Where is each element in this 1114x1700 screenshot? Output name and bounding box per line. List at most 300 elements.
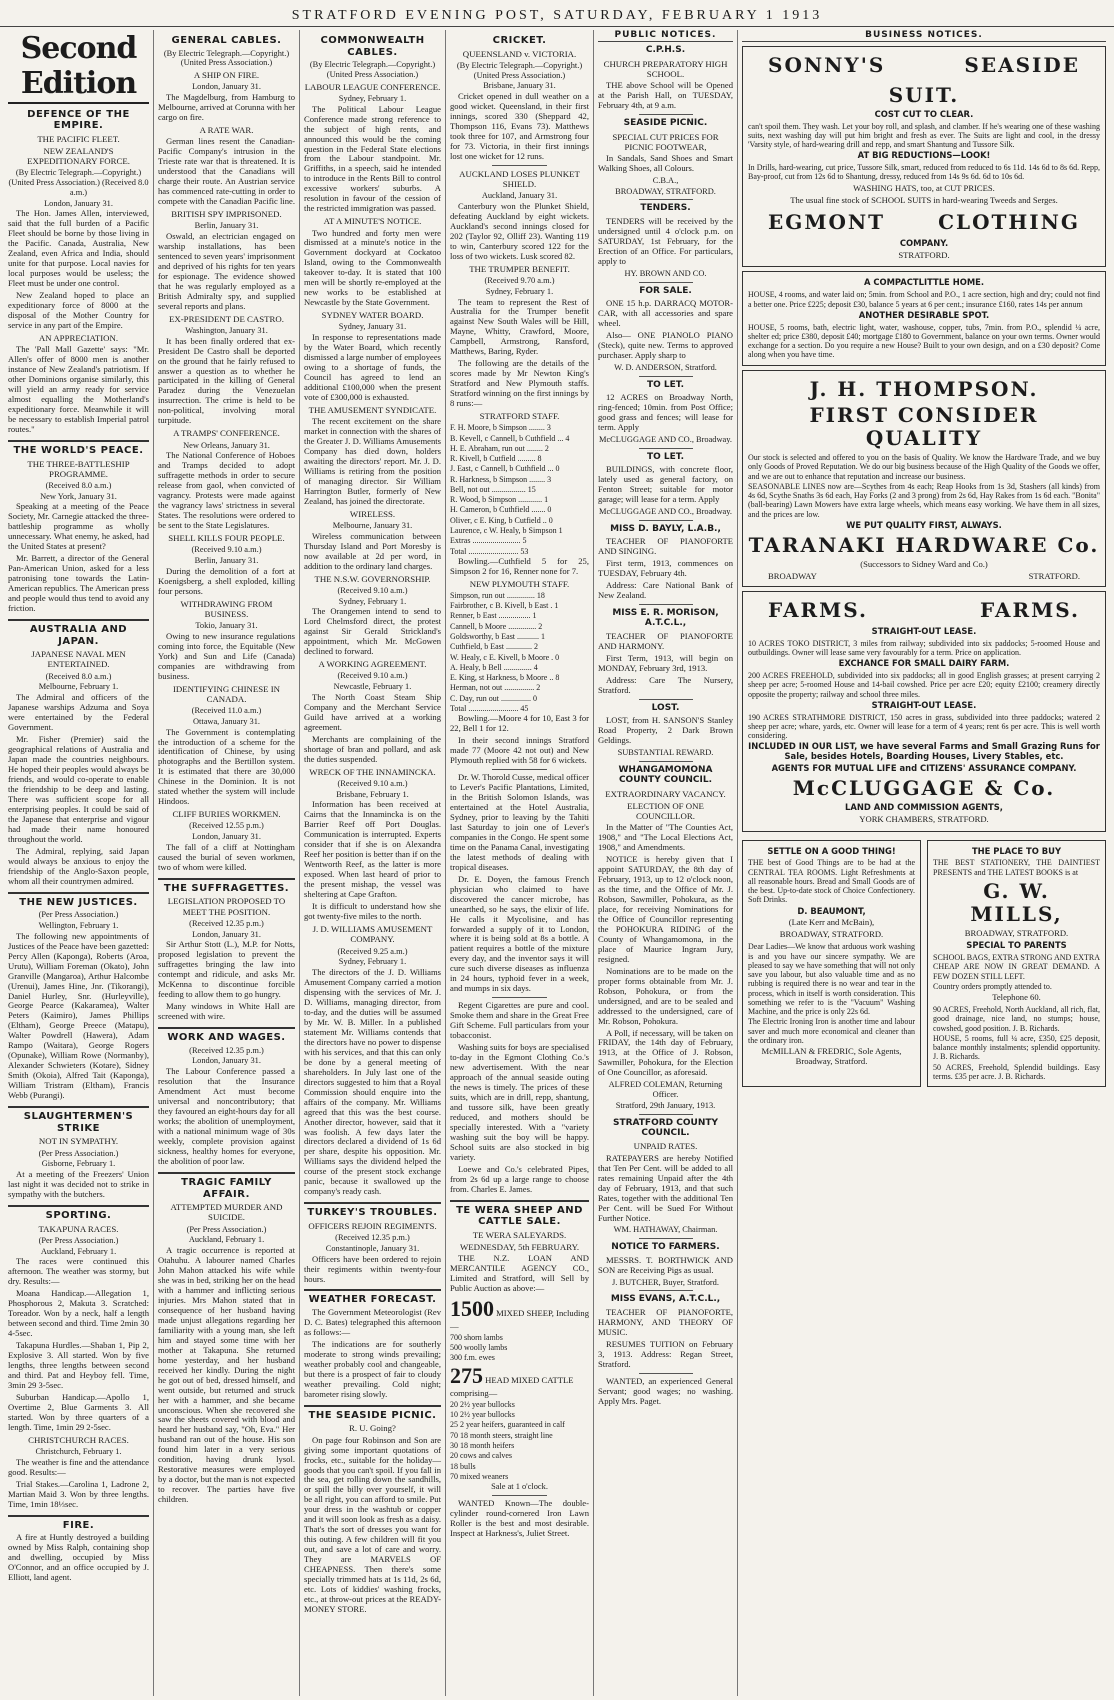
- paragraph: TENDERS will be received by the undersigned until 4 o'clock p.m. on SATURDAY, 1st February, for the Erection of an Office. For particulars, apply to: [598, 215, 733, 266]
- paragraph: 12 ACRES on Broadway North, ring-fenced; 10min. from Post Office; good grass and fences; will lease for term. Apply: [598, 391, 733, 432]
- paragraph: The recent excitement on the share market in connection with the shares of the Greater J. D. Williams Amusements Company has died down, holders awaiting the directors' report. Mr. J. D. Williams is retiring from the position of managing director. Sir William Harrington Butler, formerly of New Zealand, has joined the directorate.: [304, 416, 441, 506]
- ad-title-word: SUIT.: [888, 82, 960, 107]
- subhead: ELECTION OF ONE COUNCILLOR.: [627, 800, 704, 821]
- divider: [639, 1373, 693, 1374]
- subhead: A TRAMPS' CONFERENCE.: [173, 428, 280, 439]
- paragraph: First Term, 1913, will begin on MONDAY, February 3rd, 1913.: [598, 652, 733, 673]
- ad-title-word: FARMS.: [768, 597, 868, 622]
- ad-title: FIRST CONSIDER QUALITY: [809, 402, 1039, 450]
- received-line: (Received 8.0 a.m.): [45, 671, 112, 681]
- paragraph: The team to represent the Rest of Australia for the Trumper benefit against New South Wales will be Hill, Mayne, Whitty, Crawford, Moore, Campbell, Armstrong, Ransford, Matthews, Baring, Ryder.: [450, 296, 589, 357]
- received-line: (Received 9.10 a.m.): [337, 778, 408, 788]
- ad-text: 190 ACRES STRATHMORE DISTRICT, 150 acres in grass, subdivided into three paddocks; watered 2 sheep per acre; whare, yards, etc. Owner will lease for a term of 4 years; rent 6s per acre. This is well worth considering.: [748, 712, 1100, 741]
- stock-line: 10 2½ year bullocks: [450, 1410, 515, 1420]
- paragraph: The Orangemen intend to send to Lord Chelmsford direct, the protest against Sir Gerald Strickland's appointment, which Mr. McGowen declined to forward.: [304, 606, 441, 657]
- newspaper-columns: [4, 30, 1110, 1696]
- divider: [639, 376, 693, 377]
- ad-title-word: FARMS.: [980, 597, 1080, 622]
- subhead: STRATFORD STAFF.: [479, 411, 560, 422]
- subhead: THE AMUSEMENT SYNDICATE.: [308, 404, 437, 415]
- ad-subtitle: COST CUT TO CLEAR.: [874, 108, 974, 119]
- paragraph: Owing to new insurance regulations coming into force, the Equitable (New York) and Sun and Life (Canada) companies are withdrawing from business.: [158, 630, 295, 681]
- advertiser-name: G. W. MILLS,: [970, 878, 1063, 927]
- paragraph: Takapuna Hurdles.—Shaban 1, Pip 2, Explosive 3. All started. Won by five lengths, three lengths between second and third. Pat and Heyboy fell. Time, 3min 29 3-5sec.: [8, 1340, 149, 1390]
- notice-title: WHANGAMOMONA COUNTY COUNCIL.: [618, 764, 713, 786]
- paragraph: First term, 1913, commences on TUESDAY, February 4th.: [598, 558, 733, 578]
- ad-text: SCHOOL BAGS, EXTRA STRONG AND EXTRA CHEAP ARE NOW IN GREAT DEMAND. A FEW DOZEN STILL LEFT.: [933, 952, 1100, 981]
- received-line: (Received 9.25 a.m.): [337, 946, 408, 956]
- subhead: NEW ZEALAND'S EXPEDITIONARY FORCE.: [27, 145, 130, 167]
- ad-text: 90 ACRES, Freehold, North Auckland, all rich, flat, good drainage, nice land, no stumps; house, cowshed, good position. J. B. Richards.: [933, 1005, 1100, 1033]
- dateline: Tokio, January 31.: [195, 621, 258, 631]
- notice-title: LOST.: [651, 702, 680, 713]
- company-label: COMPANY.: [899, 237, 949, 248]
- ad-text: INCLUDED IN OUR LIST, we have several Farms and Small Grazing Runs for Sale, besides Hotels, Boarding Houses, Livery Stables, etc.: [748, 741, 1100, 762]
- score-line: Oliver, c E. King, b Cutfield .. 0: [450, 515, 553, 525]
- paragraph: At a meeting of the Freezers' Union last night it was decided not to strike in sympathy with the butchers.: [8, 1169, 149, 1199]
- paragraph: TEACHER OF PIANOFORTE AND HARMONY.: [598, 630, 733, 651]
- score-line: Total ......................... 53: [450, 546, 529, 556]
- notice-title: NOTICE TO FARMERS.: [611, 1242, 720, 1253]
- address: BROADWAY, STRATFORD.: [779, 929, 884, 940]
- paragraph: The Magdelburg, from Hamburg to Melbourne, arrived at Corunna with her cargo on fire.: [158, 92, 295, 122]
- dateline: London, January 31.: [192, 832, 261, 842]
- subhead: TAKAPUNA RACES.: [38, 1223, 119, 1234]
- advertiser: HY. BROWN AND CO.: [624, 268, 707, 278]
- paragraph: Loewe and Co.'s celebrated Pipes, from 2s 6d up a large range to choose from. Charles E. James.: [450, 1163, 589, 1194]
- stock-line: 18 bulls: [450, 1461, 476, 1471]
- subhead: IDENTIFYING CHINESE IN CANADA.: [172, 683, 280, 704]
- dateline: Auckland, January 31.: [481, 191, 558, 201]
- advertiser: C.B.A.,: [652, 175, 679, 185]
- paragraph: The indications are for southerly moderate to strong winds prevailing; weather probably cool and changeable, but there is a prospect of fair to cloudy weather prevailing. Cold night; barometer rising slowly.: [304, 1338, 441, 1399]
- public-notices-header: PUBLIC NOTICES.: [598, 30, 733, 42]
- paragraph: The fall of a cliff at Nottingham caused the burial of seven workmen, two of whom were killed.: [158, 841, 295, 872]
- signatory: McMILLAN & FREDRIC, Sole Agents, Broadway, Stratford.: [761, 1046, 902, 1067]
- paragraph: Regent Cigarettes are pure and cool. Smoke them and share in the Great Free Gift Scheme. Full particulars from your tobacconist.: [450, 1000, 589, 1041]
- ad-subtitle: A COMPACTLITTLE HOME.: [863, 277, 985, 288]
- paragraph: The directors of the J. D. Williams Amusement Company carried a motion dispensing with the services of Mr. J. D. Williams, managing director, from to-day, and the duties will be assumed by Mr. W. B. Miller. In a published statement Mr. Williams contends that the directors have no power to dispense with his services, and that this can only be done by a general meeting of shareholders. In July last one of the directors suggested to him that a Royal Commission should enquire into the affairs of the company. Mr. Williams agreed that this was the best course. Another director, however, said that it was foolish. A few days later the directors declared a dividend of 1s 6d per share, despite his opposition. Mr. Williams says the dividend helped the course of the present stock exchange panic, because it swallowed up the company's ready cash.: [304, 967, 441, 1197]
- dateline: Auckland, February 1.: [40, 1246, 117, 1256]
- dateline: Auckland, February 1.: [188, 1235, 265, 1245]
- divider: [492, 165, 548, 166]
- ad-title-word: SONNY'S: [768, 53, 886, 78]
- ad-subtitle: ANOTHER DESIRABLE SPOT.: [858, 309, 990, 320]
- paragraph: The North Coast Steam Ship Company and the Merchant Service Guild have arrived at a working agreement.: [304, 691, 441, 732]
- paragraph: In Sandals, Sand Shoes and Smart Walking Shoes, all Colours.: [598, 153, 733, 173]
- stock-line: 20 2½ year bullocks: [450, 1399, 515, 1409]
- subhead: WEDNESDAY, 5th FEBRUARY.: [459, 1242, 580, 1253]
- score-line: Cuthfield, b East ............. 2: [450, 642, 538, 652]
- divider: [639, 604, 693, 605]
- dateline: London, January 31.: [44, 198, 113, 208]
- paragraph: Information has been received at Cairns that the Innamincka is on the Barrier Reef off Port Douglas. Communication is interrupted. Experts consider that if she is on Alexandra Reef her position is better than if on the Wentworth Reef, as the latter is more exposed. When last heard of prior to the present mishap, the vessel was sheltering at Cape Grafton.: [304, 799, 441, 900]
- brand-word: CLOTHING: [938, 209, 1080, 234]
- sheep-count: 1500: [450, 1296, 494, 1322]
- divider: [639, 761, 693, 762]
- ad-central-tea-rooms: [742, 840, 921, 1088]
- received-line: (Received 9.10 a.m.): [337, 585, 408, 595]
- ad-subtitle: LAND AND COMMISSION AGENTS,: [845, 801, 1003, 812]
- column-2: [154, 30, 300, 1696]
- paragraph: The Government Meteorologist (Rev D. C. Bates) telegraphed this afternoon as follows:—: [304, 1307, 441, 1338]
- bottom-ads-row: [742, 836, 1106, 1092]
- dateline: Constantinople, January 31.: [325, 1243, 420, 1253]
- paragraph: Dr. W. Thorold Cusse, medical officer to Lever's Pacific Plantations, Limited, in the British Solomon Islands, was entertained at the Hotel Australia, Sydney, prior to leaving by the Tahiti last Saturday to join one of Lever's companies in the Congo. He spent some time on the Panama Canal, investigating the latest methods of dealing with tropical diseases.: [450, 771, 589, 872]
- divider: [639, 1238, 693, 1239]
- stock-line: 20 cows and calves: [450, 1451, 512, 1461]
- stock-line: 30 18 month heifers: [450, 1441, 515, 1450]
- divider: [492, 1495, 548, 1496]
- ad-gw-mills: [927, 840, 1106, 1088]
- dateline: Ottawa, January 31.: [193, 716, 260, 726]
- paragraph: In their second innings Stratford made 77 (Moore 42 not out) and New Plymouth replied with 58 for 6 wickets.: [450, 735, 589, 766]
- paragraph: RATEPAYERS are hereby Notified that Ten Per Cent. will be added to all rates remaining Unpaid after the 4th day of February, 1913, and that such Rates, together with the additional Ten Per Cent. will be Sued For Without Further Notice.: [598, 1152, 733, 1223]
- paragraph: Address: Care The Nursery, Stratford.: [598, 674, 733, 695]
- subhead: A RATE WAR.: [199, 124, 254, 135]
- ad-text: 10 ACRES TOKO DISTRICT, 3 miles from railway; subdivided into six paddocks; 5-roomed House and outbuildings. Owner will lease same very favourably for a term. Price on application.: [748, 638, 1100, 658]
- paragraph: In the Matter of "The Counties Act, 1908," and "The Local Elections Act, 1908," and Amendments.: [598, 822, 733, 853]
- notice-title: STRATFORD COUNTY COUNCIL.: [612, 1117, 719, 1139]
- ad-subtitle: SPECIAL TO PARENTS: [966, 940, 1067, 951]
- divider: [639, 699, 693, 700]
- paragraph: A Poll, if necessary, will be taken on FRIDAY, the 14th day of February, 1913, at the Office of J. Robson, Sawmiller, Pohokura, for the Election of One Councillor, as aforesaid.: [598, 1027, 733, 1078]
- score-line: Fairbrother, c B. Kivell, b East . 1: [450, 601, 559, 611]
- agency-line: (By Electric Telegraph.—Copyright.) (United Press Association.) (Received 8.0 a.m.): [8, 168, 149, 197]
- score-line: W. Healy, c E. Kivell, b Moore . 0: [450, 652, 560, 662]
- score-line: F. H. Moore, b Simpson ........ 3: [450, 423, 551, 433]
- stock-line: 25 2 year heifers, guaranteed in calf: [450, 1420, 565, 1430]
- paragraph: Address: Care National Bank of New Zealand.: [598, 579, 733, 600]
- ad-text: The usual fine stock of SCHOOL SUITS in hard-wearing Tweeds and Serges.: [790, 194, 1058, 205]
- headline-general-cables: GENERAL CABLES.: [171, 35, 282, 46]
- headline-suffragettes: THE SUFFRAGETTES.: [158, 878, 295, 895]
- paragraph: Bowling.—Cuthfield 5 for 25, Simpson 2 for 16, Renner none for 7.: [450, 555, 589, 576]
- ad-text: In Drills, hard-wearing, cut price, Tussore Silk, smart, reduced from reduced to 6s 11d. 14s 6d to 8s 6d. Repp, Bay-proof, cut from 12s 6d to Shantung, dressy, reduced from 14s 9s 6d. 6d to 10s 6d.: [748, 163, 1100, 182]
- paragraph: ONE 15 h.p. DARRACQ MOTOR-CAR, with all accessories and spare wheel.: [598, 297, 733, 328]
- headline-defence: DEFENCE OF THE EMPIRE.: [27, 108, 130, 132]
- score-line: R. Wood, b Simpson ............ 1: [450, 495, 549, 505]
- column-6: [738, 30, 1110, 1696]
- headline-te-wera: TE WERA SHEEP AND CATTLE SALE.: [450, 1200, 589, 1228]
- headline-sporting: SPORTING.: [8, 1205, 149, 1222]
- paragraph: The National Conference of Hoboes and Tramps decided to adopt suffragette methods in order to secure release from gaol, when convicted of vagrancy. Protests were made against the vagrancy laws' strictness in several States. The resolutions were ordered to be sent to the State Legislatures.: [158, 450, 295, 531]
- paragraph: New Zealand hoped to place an expeditionary force of 8000 at the disposal of the Mother Country for service in any part of the Empire.: [8, 290, 149, 331]
- scorecard-stratford: [450, 423, 589, 555]
- divider: [639, 520, 693, 521]
- paragraph: Officers have been ordered to rejoin their regiments within twenty-four hours.: [304, 1253, 441, 1284]
- brand-name: McCLUGGAGE & Co.: [792, 775, 1056, 800]
- paragraph: Washing suits for boys are specialised to-day in the Egmont Clothing Co.'s new advertisement. With the near approach of the annual seaside outing the news is timely. The prices of these suits, which are in drill, repp, shantung, and tussore silk, have been greatly reduced, and mothers should be specially interested. With a "variety washing suit the boy will be happy. School suits are also stocked in big variety.: [450, 1042, 589, 1162]
- paragraph: The Admiral and officers of the Japanese warships Adzuma and Soya were entertained by the Federal Government.: [8, 692, 149, 733]
- headline-cricket: CRICKET.: [492, 35, 547, 46]
- subhead: THE PACIFIC FLEET.: [37, 133, 120, 144]
- signatory: ALFRED COLEMAN, Returning Officer.: [608, 1080, 723, 1100]
- sheep-lot: [450, 1296, 589, 1331]
- score-line: Total ......................... 45: [450, 703, 529, 713]
- received-line: (Received 12.35 p.m.): [189, 918, 264, 928]
- paragraph: RESUMES TUITION on February 3, 1913. Address: Regan Street, Stratford.: [598, 1338, 733, 1369]
- advertiser-name: D. BEAUMONT,: [797, 905, 866, 916]
- advertiser: McCLUGGAGE AND CO., Broadway.: [599, 434, 732, 444]
- paragraph: On page four Robinson and Son are giving some important quotations of frocks, etc., suitable for the holiday—goods that you can't spoil. If you fall in the sea, get rolling down the sandhills, or spill the billy over yourself, it will be all right, you can afford to smile. Put your dress in the washtub or copper and it will soon look as fresh as a daisy. That's the sort of dresses you want for this outing. A few children will fit you out, and save a lot of care and worry. They are MARVELS OF CHEAPNESS. Then there's some specially trimmed hats at 1s 11d, 2s 6d, etc. Lots of kiddies' washing frocks, etc., at throw-out prices at the READY-MONEY STORE.: [304, 1434, 441, 1615]
- paragraph: Merchants are complaining of the shortage of bran and pollard, and ask the duties suspended.: [304, 733, 441, 764]
- stock-line: 300 f.m. ewes: [450, 1353, 495, 1363]
- ad-taranaki-hardware: [742, 370, 1106, 587]
- cattle-label: HEAD MIXED CATTLE comprising—: [450, 1375, 574, 1398]
- paragraph: MESSRS. T. BORTHWICK AND SON are Receiving Pigs as usual.: [598, 1254, 733, 1275]
- paragraph: The Admiral, replying, said Japan would always be anxious to enjoy the friendship of the Anglo-Saxon people, whom all their countrymen admired.: [8, 845, 149, 886]
- received-line: (Received 9.70 a.m.): [484, 276, 555, 285]
- subhead: J. D. WILLIAMS AMUSEMENT COMPANY.: [312, 924, 433, 945]
- brand-name: TARANAKI HARDWARE Co.: [748, 532, 1100, 557]
- dateline: Brisbane, February 1.: [336, 789, 409, 799]
- subhead: AUCKLAND LOSES PLUNKET SHIELD.: [459, 168, 580, 190]
- advertiser-name: J. H. THOMPSON.: [809, 376, 1039, 401]
- ad-subtitle: SETTLE ON A GOOD THING!: [767, 845, 896, 856]
- address: BROADWAY, STRATFORD.: [964, 928, 1069, 939]
- subhead: LABOUR LEAGUE CONFERENCE.: [304, 81, 441, 92]
- dateline: London, January 31.: [192, 82, 261, 92]
- dateline: Sydney, February 1.: [485, 286, 554, 296]
- ad-text: Country orders promptly attended to.: [933, 981, 1052, 991]
- score-line: Cannell, b Moore .............. 2: [450, 621, 543, 631]
- paragraph: In response to representations made by the Water Board, which recently dismissed a large number of employees owing to a shortage of funds, the Council has agreed to lend an additional £100,000 when the present vote of £300,000 is exhausted.: [304, 332, 441, 403]
- ad-mccluggage-farms: [742, 591, 1106, 832]
- agency-line: (Per Press Association.): [186, 1224, 267, 1234]
- business-notices-header: BUSINESS NOTICES.: [742, 30, 1106, 42]
- sale-time: Sale at 1 o'clock.: [491, 1482, 548, 1492]
- column-1: [4, 30, 154, 1696]
- column-3: [300, 30, 446, 1696]
- paragraph: LOST, from H. SANSON'S Stanley Road Property, 2 Dark Brown Geldings.: [598, 715, 733, 745]
- paragraph: The following are the details of the scores made by Mr Newton King's Stratford and New Plymouth staffs. Stratford winning on the first innings by 8 runs:—: [450, 358, 589, 409]
- paragraph: TEACHER OF PIANOFORTE, HARMONY, AND THEORY OF MUSIC.: [598, 1306, 733, 1337]
- headline-weather: WEATHER FORECAST.: [304, 1289, 441, 1306]
- notice-title: FOR SALE.: [639, 285, 692, 296]
- ad-egmont-clothing: [742, 46, 1106, 267]
- stock-line: 700 shorn lambs: [450, 1332, 503, 1342]
- subhead: CLIFF BURIES WORKMEN.: [172, 809, 281, 820]
- score-line: Renner, b East ................ 1: [450, 611, 537, 621]
- ad-subtitle: STRAIGHT-OUT LEASE.: [871, 626, 977, 637]
- cattle-lot: [450, 1363, 589, 1398]
- score-line: Extras ........................ 5: [450, 536, 527, 546]
- notice-title: TO LET.: [647, 451, 684, 462]
- paragraph: Oswald, an electrician engaged on warship installations, has been sentenced to seven years' imprisonment and deprived of his rights for ten years for espionage. The evidence showed that he was regularly employed as a British Admiralty spy, and supplied several reports and plans.: [158, 230, 295, 311]
- dateline: Sydney, January 31.: [338, 322, 407, 332]
- score-line: Bell, not out ................. 15: [450, 484, 536, 494]
- edition-banner: Second Edition: [8, 32, 149, 104]
- subhead: THE TRUMPER BENEFIT.: [469, 263, 570, 274]
- agency-line: (Per Press Association.): [38, 1235, 119, 1245]
- notice-title: MISS EVANS, A.T.C.L.,: [610, 1294, 721, 1305]
- paragraph: Trial Stakes.—Carolina 1, Ladrone 2, Martian Maid 3. Won by three lengths. Time, 1min 18⅓sec.: [8, 1478, 149, 1509]
- place-label: STRATFORD.: [898, 249, 950, 260]
- paragraph: The Government is contemplating the introduction of a scheme for the identification of Chinese, by using photographs and the Bertillon system. It is estimated that there are 30,000 Chinese in the Dominion. It is not stated whether the system will include Hindoos.: [158, 726, 295, 807]
- dateline: Sydney, February 1.: [338, 93, 407, 103]
- stock-line: 70 mixed weaners: [450, 1471, 509, 1481]
- stock-line: 70 18 month steers, straight line: [450, 1430, 553, 1440]
- received-line: (Received 12.55 p.m.): [189, 821, 264, 831]
- subhead: R. U. Going?: [349, 1423, 396, 1434]
- agency-line: (By Electric Telegraph.—Copyright.) (United Press Association.): [309, 60, 436, 79]
- ad-title-word: SEASIDE: [964, 53, 1080, 78]
- headline-turkey: TURKEY'S TROUBLES.: [304, 1202, 441, 1219]
- subhead: THE THREE-BATTLESHIP PROGRAMME.: [27, 458, 130, 479]
- paragraph: The Hon. James Allen, interviewed, said that the full burden of a Pacific Fleet should be borne by those living in the Pacific. Canada, Australia, New Zealand, even Africa and India, should unite for that purpose. Local navies for local purposes would be useless; the Fleet must be under one control.: [8, 208, 149, 289]
- paragraph: Suburban Handicap.—Apollo 1, Overtime 2, Blue Garments 3. All started. Won by three quarters of a length. Time, 1min 29 2-5sec.: [8, 1391, 149, 1432]
- headline-japan: AUSTRALIA AND JAPAN.: [8, 619, 149, 647]
- subhead: JAPANESE NAVAL MEN ENTERTAINED.: [31, 649, 126, 670]
- subhead: EX-PRESIDENT DE CASTRO.: [169, 313, 284, 324]
- received-line: (Received 12.35 p.m.): [189, 1045, 264, 1055]
- paragraph: THE N.Z. LOAN AND MERCANTILE AGENCY CO., Limited and Stratford, will Sell by Public Auction as above:—: [450, 1253, 589, 1294]
- paragraph: A fire at Huntly destroyed a building owned by Miss Ralph, containing shop and dwelling, occupied by Miss O'Connor, and an office occupied by J. Elliott, land agent.: [8, 1532, 149, 1582]
- subhead: WIRELESS.: [349, 508, 396, 519]
- paragraph: WANTED, an experienced General Servant; good wages; no washing. Apply Mrs. Paget.: [598, 1375, 733, 1406]
- dateline: Sydney, February 1.: [338, 596, 407, 606]
- subhead: QUEENSLAND v. VICTORIA.: [462, 48, 577, 59]
- paragraph: Canterbury won the Plunket Shield, defeating Auckland by eight wickets. Auckland's second innings closed for 202 (Taylor 92, Olliff 23). Wanting 119 to win, Canterbury scored 122 for the loss of two wickets. Lusk scored 82.: [450, 200, 589, 261]
- ad-subtitle: THE PLACE TO BUY: [971, 845, 1062, 856]
- score-line: R. Kivell, b Cutfield ......... 8: [450, 454, 542, 464]
- cattle-count: 275: [450, 1363, 483, 1389]
- subhead: SYDNEY WATER BOARD.: [321, 310, 424, 321]
- dateline: Berlin, January 31.: [194, 221, 259, 231]
- ad-text: THE best of Good Things are to be had at the CENTRAL TEA ROOMS. Light Refreshments at all reasonable hours. Bread and Small Goods are of the best. Up-to-date stock of Choice Confectionery. Soft Drinks.: [748, 858, 915, 905]
- ad-text: The Electric Ironing Iron is another time and labour saver and much more economical and cleaner than the ordinary iron.: [748, 1017, 915, 1046]
- score-line: Simpson, run out .............. 18: [450, 590, 545, 600]
- ad-text: Our stock is selected and offered to you on the basis of Quality. We know the Hardware Trade, and we buy only Goods of Proved Reputation. We do our big business because of the High Quality of the Goods we offer, and we are out to enhance that reputation and increase our business.: [748, 453, 1100, 481]
- paragraph: WANTED Known—The double-cylinder round-cornered Iron Lawn Roller is the best and most desirable. Inspect at Harkness's, Juliet Street.: [450, 1497, 589, 1538]
- headline-fire: FIRE.: [8, 1515, 149, 1532]
- ad-subtitle: AT BIG REDUCTIONS—LOOK!: [857, 150, 991, 161]
- ad-text: HOUSE, 5 rooms, full ¼ acre, £350, £25 deposit, balance monthly instalments; splendid opportunity. J. B. Richards.: [933, 1033, 1100, 1062]
- subhead: NOT IN SYMPATHY.: [38, 1136, 119, 1147]
- subhead: CHRISTCHURCH RACES.: [28, 1434, 129, 1445]
- subhead: A SHIP ON FIRE.: [193, 70, 260, 81]
- subhead: TE WERA SALEYARDS.: [472, 1229, 567, 1240]
- paragraph: Cricket opened in dull weather on a good wicket. Queensland, in their first innings, scored 330 (Sheppard 42, Thompson 116, Evans 73). Matthews took three for 107, and Armstrong four for 73. Victoria, in their first innings lost one wicket for 12 runs.: [450, 91, 589, 161]
- score-line: B. Kevell, c Cannell, b Cuthfield ... 4: [450, 433, 570, 443]
- ad-subtitle: WE PUT QUALITY FIRST, ALWAYS.: [846, 520, 1002, 530]
- dateline: Gisborne, February 1.: [41, 1159, 116, 1169]
- subhead: A WORKING AGREEMENT.: [318, 659, 427, 670]
- paragraph: The Labour Conference passed a resolution that the Insurance Amendment Act must become universal and noncontributory; that they favoured an eight-hours day for all works; the abolition of unemployment, with a national minimum wage of 30s weekly, complete provision against sickness, healthy homes for everyone, the abolition of poor law.: [158, 1066, 295, 1166]
- masthead: STRATFORD EVENING POST, SATURDAY, FEBRUARY 1 1913: [0, 8, 1114, 27]
- score-line: Herman, not out ............... 2: [450, 683, 541, 693]
- subhead: NEW PLYMOUTH STAFF.: [469, 578, 570, 589]
- ad-text: can't spoil them. They wash. Let your boy roll, and splash, and clamber. If he's wearing one of these washing suits, next washing day will put him bright and fresh as ever. The Suits are light and cool, in the dressy 'Varsity style, of hard-wearing drill and repp, and smart Shantung and Tussore Silk.: [748, 121, 1100, 150]
- paragraph: THE above School will be Opened at the Parish Hall, on TUESDAY, February 4th, at 9 a.m.: [598, 80, 733, 111]
- paragraph: Mr. Barrett, a director of the General Pan-American Union, asked for a less patronising tone towards the Latin-American republics. The American press and people would thus tend to avoid any friction.: [8, 553, 149, 614]
- ad-text: 200 ACRES FREEHOLD, subdivided into six paddocks; all in good English grasses; at present carrying 2 sheep per acre; 5-roomed House and 14-bail cowshed. Price per acre £20; equity £2100; creamery directly opposite the property; railway and school three miles.: [748, 671, 1100, 699]
- subhead: UNPAID RATES.: [633, 1141, 698, 1152]
- subhead: CHURCH PREPARATORY HIGH SCHOOL.: [603, 58, 728, 80]
- headline-slaughtermen: SLAUGHTERMEN'S STRIKE: [8, 1106, 149, 1134]
- stock-line: 500 woolly lambs: [450, 1342, 508, 1352]
- subhead: SHELL KILLS FOUR PEOPLE.: [168, 533, 285, 544]
- agency-line: (Per Press Association.): [38, 910, 119, 920]
- paragraph: Dr. E. Doyen, the famous French physician who claimed to have discovered the cancer microbe, has unearthed, so he says, the elixir of life. He calls it Mycolisine, and has forwarded a supply of it to London, where it is being sold at 8s a bottle. A patient requires a bottle of the mixture every day, and the inventor says it will cure such diverse diseases as influenza in 24 hours, typhoid fever in a week, and mumps in six days.: [450, 873, 589, 994]
- ad-text: HOUSE, 4 rooms, and water laid on; 5min. from School and P.O., 1 acre section, high and dry; could not find a better one. Price £225; deposit £30, balance 5 years at 6 per cent.; insurance £160, rates 14s per annum: [748, 290, 1100, 309]
- subhead: WITHDRAWING FROM BUSINESS.: [180, 598, 273, 619]
- subhead: ATTEMPTED MURDER AND SUICIDE.: [170, 1202, 283, 1223]
- dateline: Brisbane, January 31.: [483, 81, 556, 91]
- ad-text: WASHING HATS, too, at CUT PRICES.: [853, 182, 995, 193]
- paragraph: Sir Arthur Stott (L.), M.P. for Notts, proposed legislation to prevent the suffragettes bringing the law into contempt and ridicule, and asks Mr. McKenna to discontinue forcible feeding to allow them to go hungry.: [158, 939, 295, 1000]
- divider: [639, 1290, 693, 1291]
- received-line: (Received 11.0 a.m.): [191, 706, 262, 716]
- paragraph: The Political Labour League Conference made strong reference to the subject of high rents, and announced this would be the coming question in the Federal State elections from the Labour standpoint. Mr. Griffiths, in a speech, said he intended to introduce in the Rents Bill to control excessive workers' suburbs. A resolution in favour of the cession of the restricted immigration was passed.: [304, 103, 441, 214]
- dated: Stratford, 29th January, 1913.: [615, 1100, 716, 1110]
- divider: [492, 997, 548, 998]
- agency-line: (By Electric Telegraph.—Copyright.) (United Press Association.): [163, 48, 290, 68]
- dateline: Berlin, January 31.: [194, 555, 259, 565]
- paragraph: Bowling.—Moore 4 for 10, East 3 for 22, Bell 1 for 12.: [450, 713, 589, 734]
- signatory: J. BUTCHER, Buyer, Stratford.: [612, 1277, 719, 1287]
- ad-text: 50 ACRES, Freehold, Splendid buildings. Easy terms. £35 per acre. J. B. Richards.: [933, 1062, 1100, 1081]
- ad-text: (Late Kerr and McBain),: [788, 917, 875, 928]
- paragraph: BUILDINGS, with concrete floor, lately used as general factory, on Fenton Street; suitable for motor garage; will lease for a term. Apply: [598, 464, 733, 504]
- score-line: R. Harkness, b Simpson ........ 3: [450, 474, 552, 484]
- divider: [639, 448, 693, 449]
- paragraph: NOTICE is hereby given that I appoint SATURDAY, the 8th day of February, 1913, up to 12 o'clock noon, as the time, and the Office of Mr. J. Robson, Sawmiller, Pohokura, as the place, for receiving Nominations for the Office of Councillor representing the POHOKURA RIDING of the County of Whangamomona, in the place of Maurice Ingram Jury, resigned.: [598, 854, 733, 964]
- dateline: Newcastle, February 1.: [333, 682, 412, 692]
- paragraph: Two hundred and forty men were dismissed at a minute's notice in the Government dockyard at Cockatoo Island, owing to the Commonwealth takeover to-day. It is stated that 100 men will be shortly re-employed at the new works to be established at Newcastle by the State Government.: [304, 227, 441, 308]
- address: YORK CHAMBERS, STRATFORD.: [859, 813, 989, 824]
- scorecard-new-plymouth: [450, 591, 589, 713]
- dateline: New Orleans, January 31.: [183, 440, 270, 450]
- paragraph: Mr. Fisher (Premier) said the geographical relations of Australia and Japan made the countries neighbours. He hoped their peoples would always be friends, and would co-operate to enable the friendship to be deep and lasting. There was sufficient scope for all enterprising peoples. It could be said of the Japanese that enterprise and vigour had made their name honoured throughout the world.: [8, 734, 149, 844]
- notice-title: C.P.H.S.: [645, 45, 686, 56]
- telephone: Telephone 60.: [992, 992, 1041, 1003]
- paragraph: Also— ONE PIANOLO PIANO (Steck), quite new. Terms to approved purchaser. Apply sharp to: [598, 329, 733, 360]
- location-label: STRATFORD.: [1028, 570, 1080, 581]
- agency-line: (Per Press Association.): [38, 1148, 119, 1158]
- paragraph: TEACHER OF PIANOFORTE AND SINGING.: [598, 536, 733, 557]
- subhead: BRITISH SPY IMPRISONED.: [171, 208, 282, 219]
- dateline: London, January 31.: [192, 929, 261, 939]
- subhead: AT A MINUTE'S NOTICE.: [323, 216, 422, 227]
- subhead: LEGISLATION PROPOSED TO MEET THE POSITION.: [167, 896, 286, 917]
- signatory: WM. HATHAWAY, Chairman.: [613, 1225, 718, 1235]
- divider: [492, 769, 548, 770]
- notice-title: TO LET.: [647, 379, 684, 390]
- headline-work-wages: WORK AND WAGES.: [158, 1027, 295, 1044]
- paragraph: The races were continued this afternoon. The weather was stormy, but dry. Results:—: [8, 1256, 149, 1287]
- paragraph: The weather is fine and the attendance good. Results:—: [8, 1456, 149, 1477]
- divider: [639, 282, 693, 283]
- successor-line: (Successors to Sidney Ward and Co.): [860, 558, 988, 569]
- score-line: Goldsworthy, b East ........... 1: [450, 632, 546, 642]
- divider: [639, 199, 693, 200]
- paragraph: It is difficult to understand how she got twenty-five miles to the north.: [304, 901, 441, 922]
- dateline: Melbourne, January 31.: [332, 521, 413, 531]
- divider: [639, 1114, 693, 1115]
- ad-text: SEASONABLE LINES now are—Scythes from 4s each; Reap Hooks from 1s 3d, Stashers (all kinds) from 4s 6d, Scythe Snaths 3s 6d each, Hay Forks (2 and 3 prong) from 2s 6d, Hay Rakes from 1s 6d each. "Bonita" (ball-bearing) Lawn Mowers have extra large wheels, which means easy working. We have them in all sizes, and the prices are low.: [748, 481, 1100, 519]
- brand-word: EGMONT: [768, 209, 886, 234]
- received-line: (Received 9.10 a.m.): [191, 545, 262, 555]
- subhead: EXTRAORDINARY VACANCY.: [605, 788, 726, 799]
- score-line: C. Day, run out ............... 0: [450, 693, 538, 703]
- score-line: E. King, st Harkness, b Moore .. 8: [450, 673, 560, 683]
- received-line: (Received 8.0 a.m.): [45, 480, 112, 490]
- paragraph: The 'Pall Mall Gazette' says: "Mr. Allen's offer of 8000 men is another instance of New Zealand's patriotism. If other Dominions organise similarly, this will yield an army ready for service almost equalling the Motherland's expeditionary force. Meanwhile it will be necessary to establish Imperial patrol routes.": [8, 344, 149, 434]
- dateline: Christchurch, February 1.: [35, 1446, 122, 1456]
- dateline: Sydney, February 1.: [338, 957, 407, 967]
